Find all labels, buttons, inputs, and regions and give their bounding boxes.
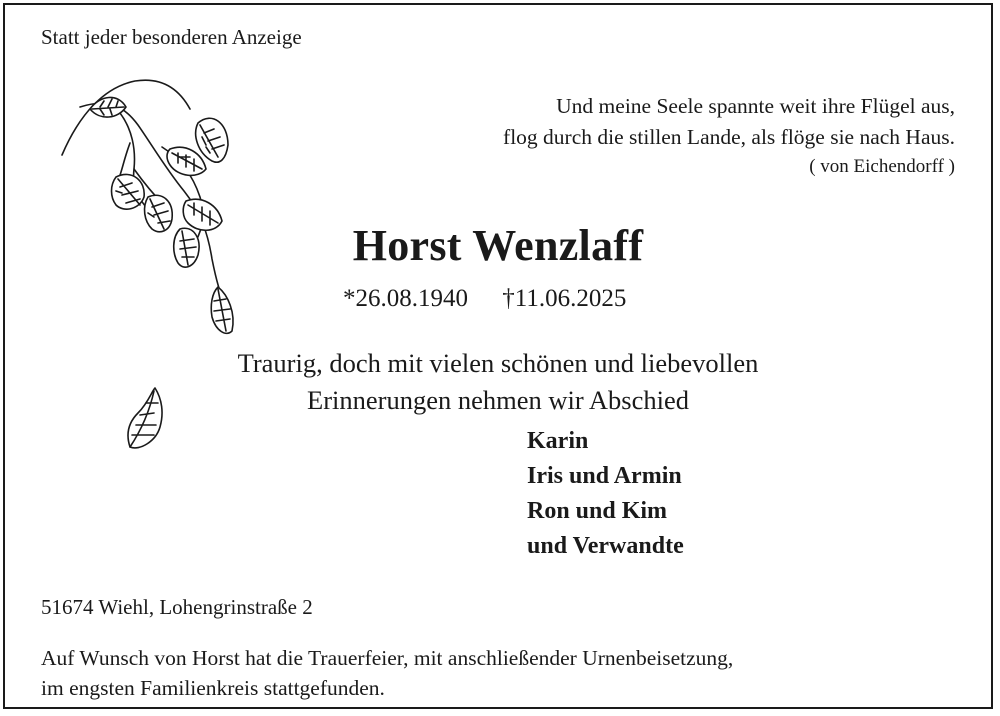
leaf — [167, 147, 206, 175]
deceased-name: Horst Wenzlaff — [352, 221, 644, 270]
birth-date: *26.08.1940 — [343, 285, 468, 312]
funeral-note — [41, 643, 733, 703]
leaf — [112, 174, 145, 209]
quote-block — [503, 91, 955, 181]
farewell-line: Traurig, doch mit vielen schönen und liebevollen — [237, 348, 759, 378]
quote-author: ( von Eichendorff ) — [809, 156, 955, 177]
mourner-name: und Verwandte — [527, 533, 684, 559]
mourners-list — [527, 424, 684, 564]
life-dates — [343, 285, 626, 313]
mourner-name: Karin — [527, 428, 589, 454]
mourner-name: Iris und Armin — [527, 463, 682, 489]
address: 51674 Wiehl, Lohengrinstraße 2 — [41, 595, 313, 619]
funeral-note-line: im engsten Familienkreis stattgefunden. — [41, 676, 385, 700]
leaf — [196, 118, 228, 162]
mourner-name: Ron und Kim — [527, 498, 668, 524]
intro-text: Statt jeder besonderen Anzeige — [41, 25, 302, 49]
obituary-notice — [3, 3, 993, 709]
farewell-text — [5, 345, 991, 419]
death-date: †11.06.2025 — [502, 285, 627, 312]
quote-line: Und meine Seele spannte weit ihre Flügel aus, — [556, 94, 955, 118]
funeral-note-line: Auf Wunsch von Horst hat die Trauerfeier, mit anschließender Urnenbeisetzung, — [41, 646, 734, 670]
farewell-line: Erinnerungen nehmen wir Abschied — [307, 385, 689, 415]
leaf — [211, 287, 233, 333]
quote-line: flog durch die stillen Lande, als flöge sie nach Haus. — [503, 125, 955, 149]
